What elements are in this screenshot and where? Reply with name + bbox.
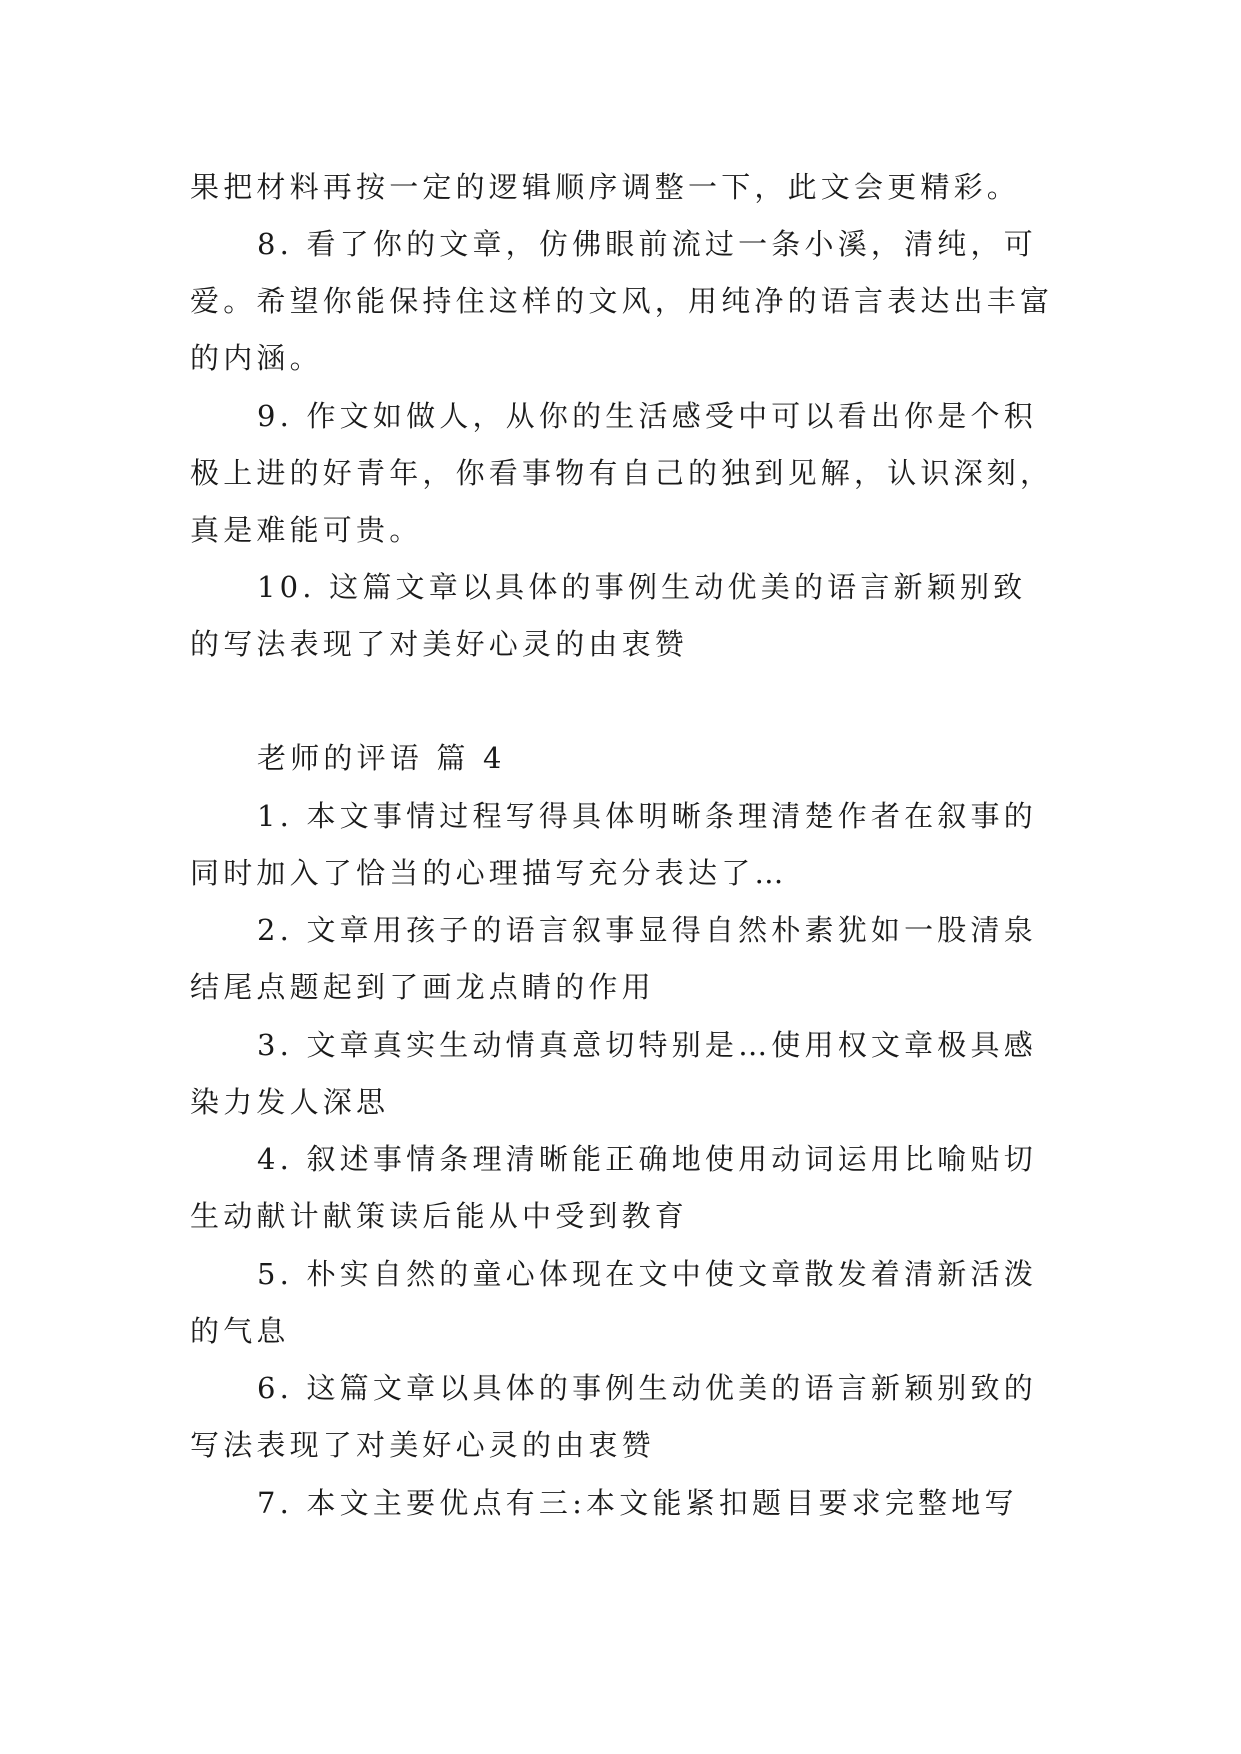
text-line: 同时加入了恰当的心理描写充分表达了… <box>190 856 788 890</box>
text-line: 极上进的好青年，你看事物有自己的独到见解，认识深刻， <box>190 456 1054 490</box>
text-line: 爱。希望你能保持住这样的文风，用纯净的语言表达出丰富 <box>190 284 1054 318</box>
comment-item-3: 3. 文章真实生动情真意切特别是…使用权文章极具感 <box>257 1028 1037 1062</box>
text-line: 真是难能可贵。 <box>190 513 423 547</box>
comment-item-10: 10. 这篇文章以具体的事例生动优美的语言新颖别致 <box>257 570 1027 604</box>
comment-item-6: 6. 这篇文章以具体的事例生动优美的语言新颖别致的 <box>257 1371 1037 1405</box>
text-line: 的气息 <box>190 1314 290 1348</box>
text-line: 的写法表现了对美好心灵的由衷赞 <box>190 627 689 661</box>
comment-item-8: 8. 看了你的文章，仿佛眼前流过一条小溪，清纯，可 <box>257 227 1037 261</box>
comment-item-4: 4. 叙述事情条理清晰能正确地使用动词运用比喻贴切 <box>257 1142 1037 1176</box>
text-line: 的内涵。 <box>190 341 323 375</box>
text-line: 生动献计献策读后能从中受到教育 <box>190 1199 689 1233</box>
text-line: 果把材料再按一定的逻辑顺序调整一下，此文会更精彩。 <box>190 170 1021 204</box>
comment-item-5: 5. 朴实自然的童心体现在文中使文章散发着清新活泼 <box>257 1257 1037 1291</box>
comment-item-1: 1. 本文事情过程写得具体明晰条理清楚作者在叙事的 <box>257 799 1037 833</box>
comment-item-2: 2. 文章用孩子的语言叙事显得自然朴素犹如一股清泉 <box>257 913 1037 947</box>
text-line: 写法表现了对美好心灵的由衷赞 <box>190 1428 655 1462</box>
text-line: 结尾点题起到了画龙点睛的作用 <box>190 970 655 1004</box>
comment-item-7: 7. 本文主要优点有三:本文能紧扣题目要求完整地写 <box>257 1486 1018 1520</box>
section-heading: 老师的评语 篇 4 <box>257 741 506 775</box>
comment-item-9: 9. 作文如做人，从你的生活感受中可以看出你是个积 <box>257 399 1037 433</box>
text-line: 染力发人深思 <box>190 1085 390 1119</box>
